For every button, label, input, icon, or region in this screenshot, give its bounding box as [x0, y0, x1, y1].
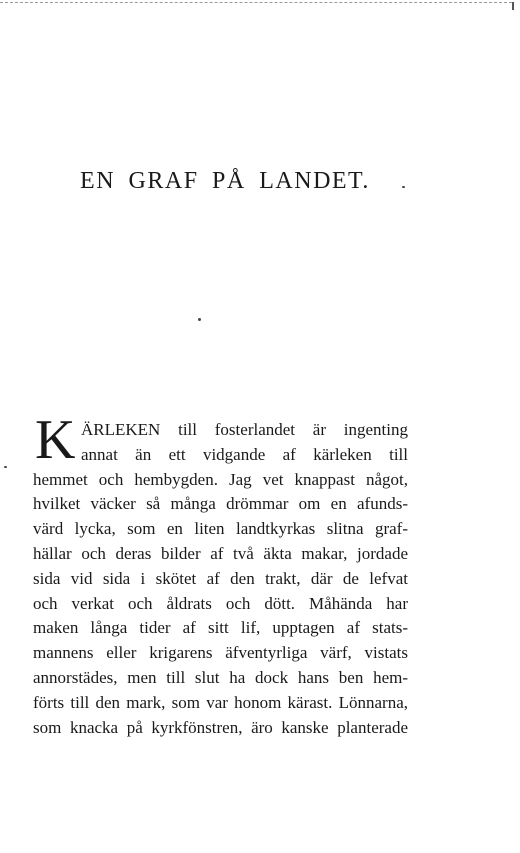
text-line: värd lycka, som en liten landtkyrkas slitna graf-: [33, 519, 408, 539]
text-line: hemmet och hembygden. Jag vet knappast något,: [33, 469, 408, 489]
text-line: maken långa tider af sitt lif, upptagen af stats-: [33, 618, 408, 638]
print-speck: [198, 318, 201, 321]
text-line: ÄRLEKEN till fosterlandet är ingenting: [81, 420, 408, 439]
text-line: hällar och deras bilder af två äkta makar, jordade: [33, 543, 408, 563]
text-line: sida vid sida i skötet af den trakt, där de lefvat: [33, 568, 408, 588]
top-border-corner: [512, 2, 514, 10]
drop-cap: K: [35, 409, 76, 471]
print-speck: [402, 186, 405, 188]
text-line: förts till den mark, som var honom kärast. Lönnarna,: [33, 692, 408, 712]
body-text: [33, 418, 408, 740]
text-line: annat än ett vidgande af kärleken till: [81, 444, 408, 464]
print-speck: [4, 466, 7, 468]
text-line: och verkat och åldrats och dött. Måhända har: [33, 593, 408, 613]
text-line: hvilket väcker så många drömmar om en afunds-: [33, 494, 408, 514]
text-line: mannens eller krigarens äfventyrliga värf, vistats: [33, 643, 408, 663]
text-line: som knacka på kyrkfönstren, äro kanske planterade: [33, 717, 408, 737]
top-border-rule: [0, 2, 512, 3]
chapter-title: EN GRAF PÅ LANDET.: [80, 168, 370, 194]
text-line: annorstädes, men till slut ha dock hans ben hem-: [33, 667, 408, 687]
